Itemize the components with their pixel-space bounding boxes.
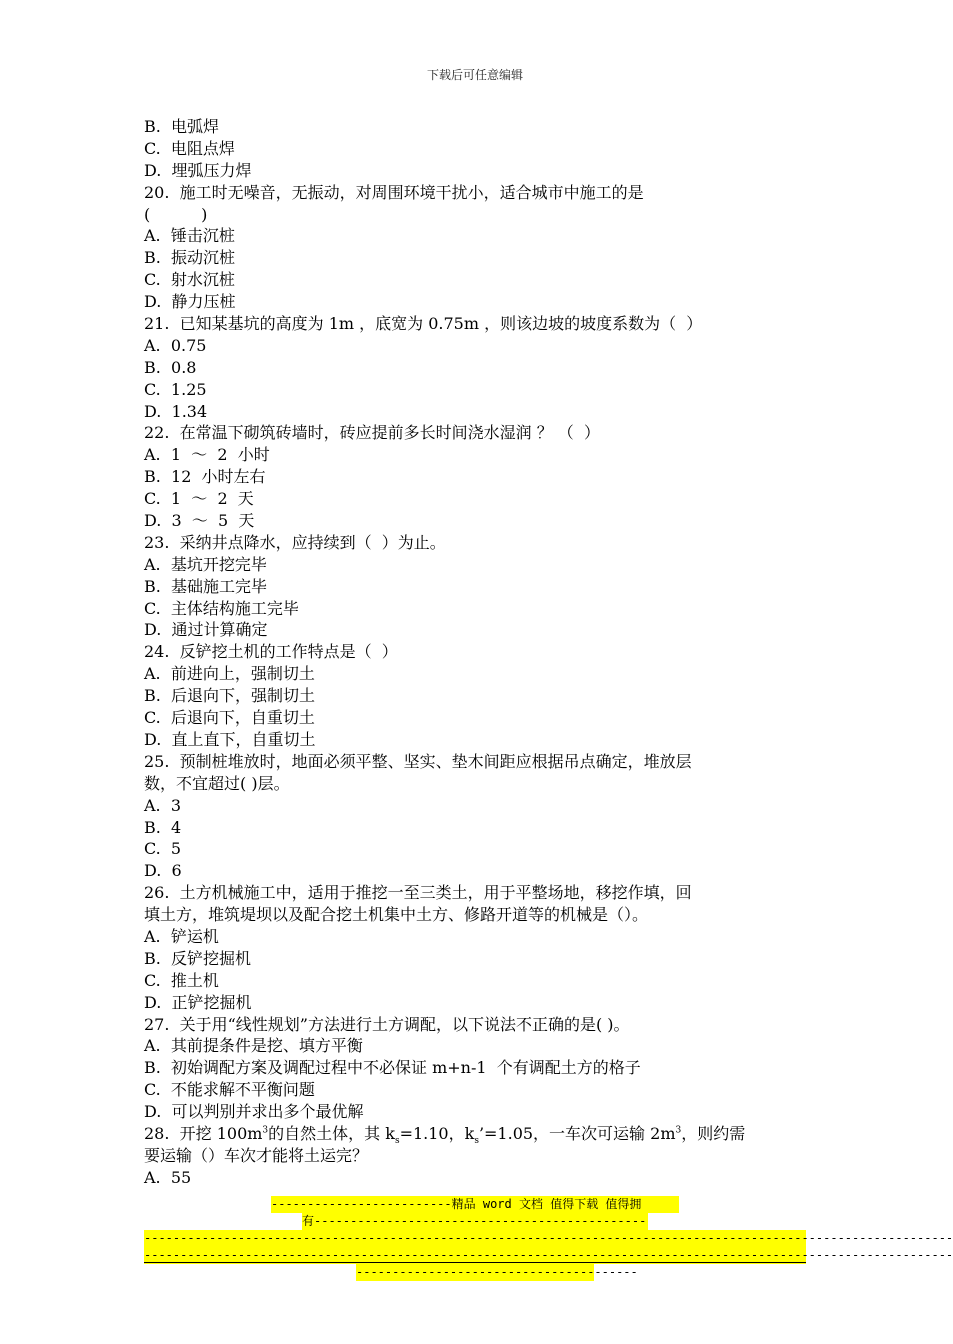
text-line: A. 基坑开挖完毕 [144,554,267,574]
text-line: D. 3 ～ 5 天 [144,511,255,531]
q28-fragment: s [474,1136,479,1147]
text-line: C. 主体结构施工完毕 [144,598,299,618]
q28-fragment: 28. 开挖 100m [144,1123,263,1143]
text-line: B. 后退向下，强制切土 [144,686,316,706]
footer-line-5: --------------------------------------- [356,1265,638,1279]
text-line: C. 电阻点焊 [144,138,235,158]
text-line: B. 振动沉桩 [144,248,236,268]
text-line: C. 后退向下，自重切土 [144,708,315,728]
text-line: 24. 反铲挖土机的工作特点是（ ） [144,642,398,662]
q28-fragment: s [394,1136,400,1147]
question-list [144,116,814,1189]
text-line: D. 可以判别并求出多个最优解 [144,1102,364,1122]
text-line: C. 1 ～ 2 天 [144,489,254,509]
text-line: A. 0.75 [144,335,207,355]
text-line: 20. 施工时无噪音，无振动，对周围环境干扰小，适合城市中施工的是 [144,182,644,202]
text-line: A. 锤击沉桩 [144,226,235,246]
text-line: 27. 关于用“线性规划”方法进行土方调配，以下说法不正确的是( )。 [144,1014,630,1034]
footer-line-1: -------------------------精品 word 文档 值得下载 值得拥 [271,1196,679,1213]
text-line: A. 1 ～ 2 小时 [144,445,270,465]
footer-line-3: ---------------------------------------------------------------------------------------------------------------- [144,1231,953,1245]
text-line: C. 1.25 [144,379,207,399]
text-line: B. 电弧焊 [144,117,220,136]
text-line: D. 直上直下，自重切土 [144,729,316,749]
question-28-line [144,1123,814,1145]
text-line: D. 埋弧压力焊 [144,160,252,180]
footer-line-4: ---------------------------------------------------------------------------------------------------------------- [144,1248,953,1262]
text-line: 22. 在常温下砌筑砖墙时，砖应提前多长时间浇水湿润 ？ （ ） [144,423,600,443]
text-line: 25. 预制桩堆放时，地面必须平整、坚实、垫木间距应根据吊点确定，堆放层 [144,751,692,771]
q28-fragment: ，则约需 [681,1123,746,1143]
text-line: D. 1.34 [144,401,208,421]
text-line: B. 反铲挖掘机 [144,948,252,968]
text-line: A. 3 [144,795,181,815]
text-line: C. 射水沉桩 [144,270,235,290]
text-line: 填土方，堆筑堤坝以及配合挖土机集中土方、修路开道等的机械是（）。 [144,905,649,925]
text-line: B. 基础施工完毕 [144,576,268,596]
text-line: ( ) [144,204,208,224]
text-line: C. 推土机 [144,970,219,990]
text-line: A. 其前提条件是挖、填方平衡 [144,1036,363,1056]
text-line: A. 前进向上，强制切土 [144,664,315,684]
q28-fragment: ’=1.05，一车次可运输 2m [478,1123,676,1143]
q28-fragment: 3 [675,1125,682,1136]
text-line: D. 通过计算确定 [144,620,268,640]
text-line: A. 55 [144,1167,192,1187]
text-line: 26. 土方机械施工中，适用于推挖一至三类土，用于平整场地，移挖作填，回 [144,883,692,903]
text-line: B. 4 [144,817,182,837]
page-header: 下载后可任意编辑 [426,68,523,82]
footer-rule [144,1262,806,1263]
text-line: B. 12 小时左右 [144,467,266,487]
text-line: 23. 采纳井点降水，应持续到（ ）为止。 [144,532,446,552]
text-line: 数，不宜超过( )层。 [144,773,290,793]
text-line: B. 0.8 [144,357,197,377]
text-line: D. 静力压桩 [144,292,236,312]
q28-fragment: =1.10，k [399,1123,475,1143]
text-line: D. 6 [144,861,182,881]
text-line: 21. 已知某基坑的高度为 1m ，底宽为 0.75m ，则该边坡的坡度系数为（ ） [144,314,703,334]
text-line: B. 初始调配方案及调配过程中不必保证 m+n-1 个有调配土方的格子 [144,1058,641,1078]
text-line: D. 正铲挖掘机 [144,992,252,1012]
text-line: C. 5 [144,839,182,859]
footer-line-2: 有---------------------------------------------- [302,1214,647,1228]
text-line: A. 铲运机 [144,926,219,946]
text-line: 要运输（）车次才能将土运完？ [144,1145,369,1165]
footer-banner [144,1196,953,1281]
q28-fragment: 3 [262,1125,269,1136]
text-line: C. 不能求解不平衡问题 [144,1080,315,1100]
q28-fragment: 的自然土体，其 k [268,1123,395,1143]
